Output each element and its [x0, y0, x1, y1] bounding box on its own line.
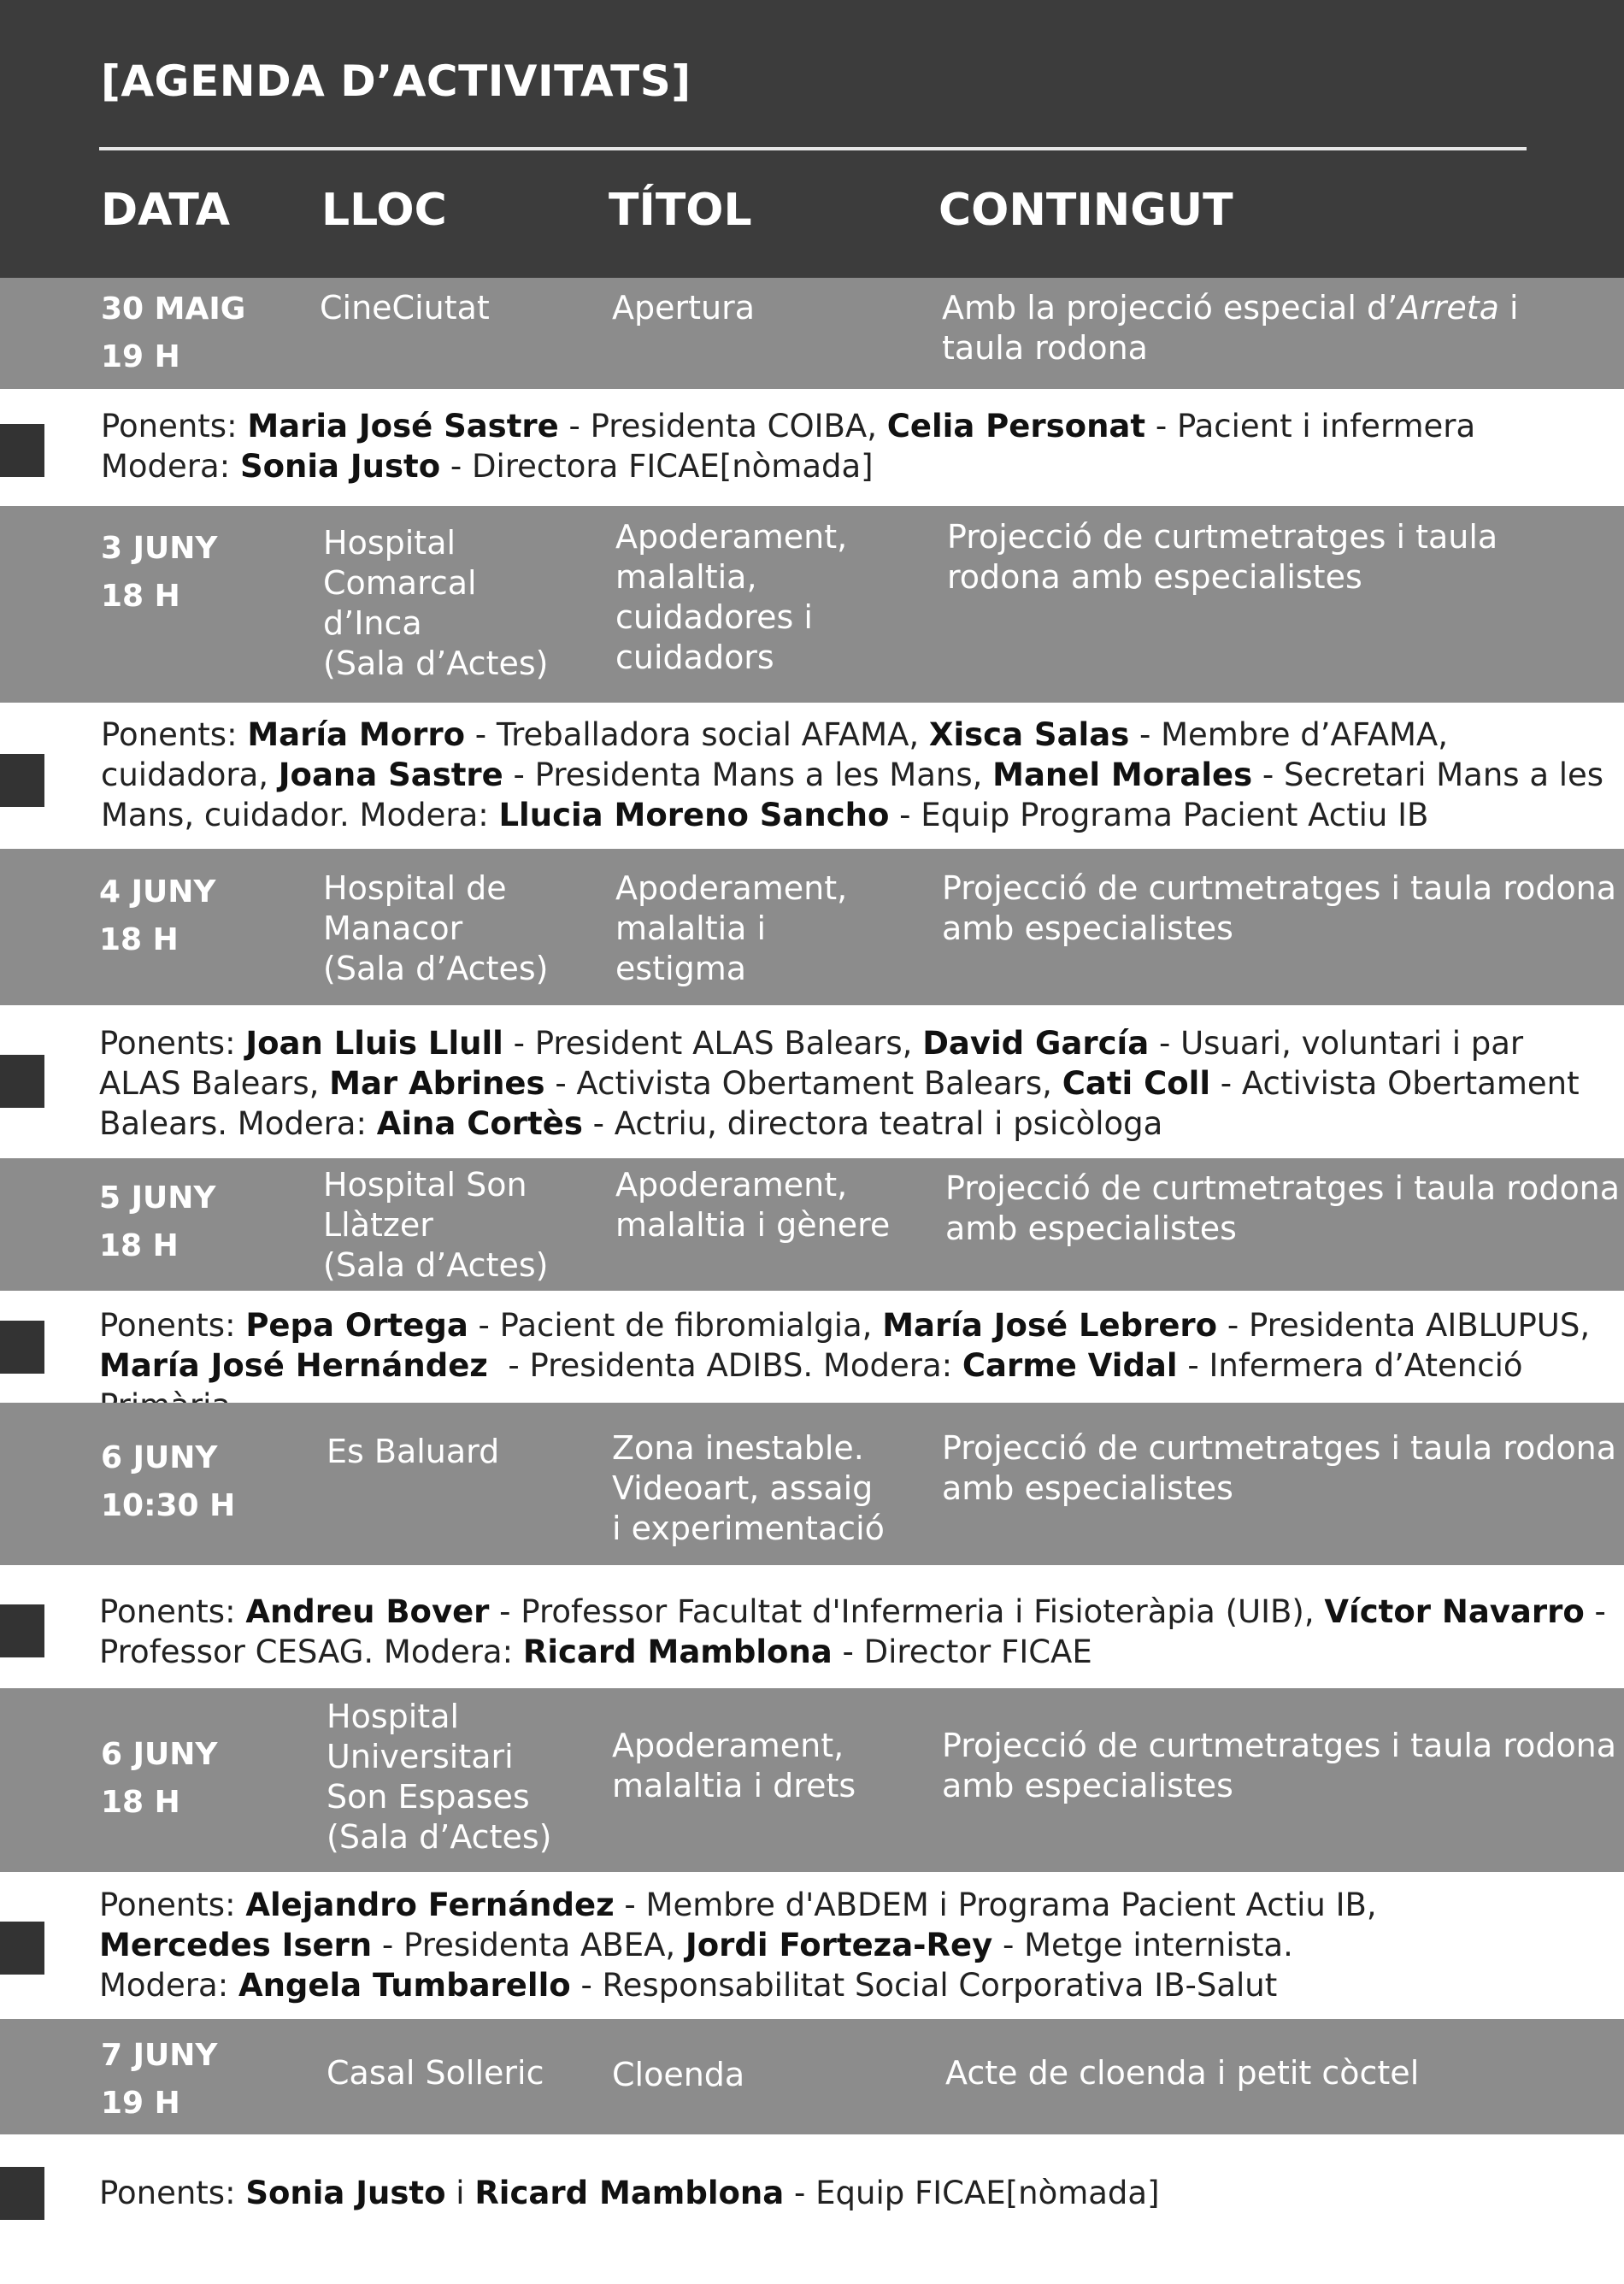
event-content: Projecció de curtmetratges i taula rodona amb especialistes — [942, 1727, 1617, 1804]
event-title: Apoderament, malaltia i drets — [612, 1727, 856, 1804]
event-content: Projecció de curtmetratges i taula rodona amb especialistes — [947, 518, 1498, 596]
event-place: Hospital Son Llàtzer (Sala d’Actes) — [323, 1166, 549, 1284]
event-title: Apoderament, malaltia i estigma — [615, 869, 848, 987]
event-time: 18 H — [99, 1228, 179, 1263]
ponents-marker — [0, 1321, 44, 1374]
title-divider — [99, 147, 1527, 150]
column-header-contingut: CONTINGUT — [939, 185, 1233, 236]
event-content: Amb la projecció especial d’Arreta i taula rodona — [942, 289, 1519, 367]
event-place: Hospital Comarcal d’Inca (Sala d’Actes) — [323, 524, 549, 682]
event-time: 19 H — [101, 2086, 180, 2121]
event-ponents: Ponents: Sonia Justo i Ricard Mamblona - Equip FICAE[nòmada] — [99, 2175, 1160, 2211]
column-header-titol: TÍTOL — [609, 185, 752, 236]
event-title: Zona inestable. Videoart, assaig i experimentació — [612, 1429, 885, 1547]
event-place: Hospital Universitari Son Espases (Sala d’Actes) — [327, 1698, 552, 1856]
event-ponents: Ponents: Joan Lluis Llull - President ALAS Balears, David García - Usuari, voluntari i par ALAS Balears, Mar Abrines - Activista Obertament Balears, Cati Coll - Activista Obertament Balears. Modera: Aina Cortès - Actriu, directora teatral i psicòloga — [99, 1025, 1580, 1142]
event-content: Acte de cloenda i petit còctel — [945, 2054, 1420, 2092]
event-day: 4 JUNY — [99, 874, 216, 909]
event-day: 6 JUNY — [101, 1440, 218, 1475]
event-place: Casal Solleric — [327, 2054, 544, 2092]
event-place: Hospital de Manacor (Sala d’Actes) — [323, 869, 549, 987]
event-day: 5 JUNY — [99, 1180, 216, 1216]
event-time: 18 H — [99, 922, 179, 957]
ponents-marker — [0, 1922, 44, 1975]
event-date — [101, 2032, 217, 2128]
event-ponents: Ponents: María Morro - Treballadora social AFAMA, Xisca Salas - Membre d’AFAMA, cuidadora, Joana Sastre - Presidenta Mans a les Mans, Manel Morales - Secretari Mans a les Mans, cuidador. Modera: Llucia Moreno Sancho - Equip Programa Pacient Actiu IB — [101, 716, 1604, 833]
page-title: [AGENDA D’ACTIVITATS] — [101, 56, 691, 106]
column-header-lloc: LLOC — [321, 185, 447, 236]
event-time: 18 H — [101, 1785, 180, 1820]
event-day: 6 JUNY — [101, 1737, 218, 1772]
event-day: 30 MAIG — [101, 291, 246, 327]
event-date — [101, 1731, 217, 1827]
event-title: Apertura — [612, 289, 756, 327]
event-time: 10:30 H — [101, 1488, 236, 1523]
ponents-marker — [0, 754, 44, 807]
event-date — [99, 868, 215, 964]
event-ponents: Ponents: Maria José Sastre - Presidenta COIBA, Celia Personat - Pacient i infermera Modera: Sonia Justo - Directora FICAE[nòmada] — [101, 408, 1476, 485]
event-title: Cloenda — [612, 2056, 745, 2093]
ponents-marker — [0, 2167, 44, 2220]
event-day: 7 JUNY — [101, 2038, 218, 2073]
event-date — [101, 286, 245, 381]
event-content: Projecció de curtmetratges i taula rodona amb especialistes — [942, 1429, 1617, 1507]
event-place: CineCiutat — [320, 289, 490, 327]
event-ponents: Ponents: Pepa Ortega - Pacient de fibromialgia, María José Lebrero - Presidenta AIBLUPUS, María José Hernández - Presidenta ADIBS. Modera: Carme Vidal - Infermera d’Atenció — [99, 1307, 1591, 1384]
event-date — [101, 525, 217, 621]
event-content: Projecció de curtmetratges i taula rodona amb especialistes — [945, 1169, 1621, 1247]
agenda-header — [0, 0, 1624, 278]
event-title: Apoderament, malaltia, cuidadores i cuidadors — [615, 518, 848, 676]
event-day: 3 JUNY — [101, 531, 218, 566]
event-date — [101, 1434, 235, 1530]
event-ponents: Ponents: Andreu Bover - Professor Facultat d'Infermeria i Fisioteràpia (UIB), Víctor Navarro - Professor CESAG. Modera: Ricard Mamblona - Director FICAE — [99, 1593, 1606, 1670]
event-ponents: Ponents: Alejandro Fernández - Membre d'ABDEM i Programa Pacient Actiu IB, Mercedes Isern - Presidenta ABEA, Jordi Forteza-Rey - Metge internista. Modera: Angela Tumbarello - Responsabilitat Social Corporativa IB-Salut — [99, 1887, 1377, 2004]
column-header-data: DATA — [101, 185, 231, 236]
event-date — [99, 1174, 215, 1270]
event-content: Projecció de curtmetratges i taula rodona amb especialistes — [942, 869, 1617, 947]
event-title: Apoderament, malaltia i gènere — [615, 1166, 891, 1244]
ponents-marker — [0, 1055, 44, 1108]
ponents-marker — [0, 424, 44, 477]
event-time: 19 H — [101, 339, 180, 374]
event-place: Es Baluard — [327, 1433, 500, 1470]
event-time: 18 H — [101, 579, 180, 614]
ponents-marker — [0, 1604, 44, 1657]
